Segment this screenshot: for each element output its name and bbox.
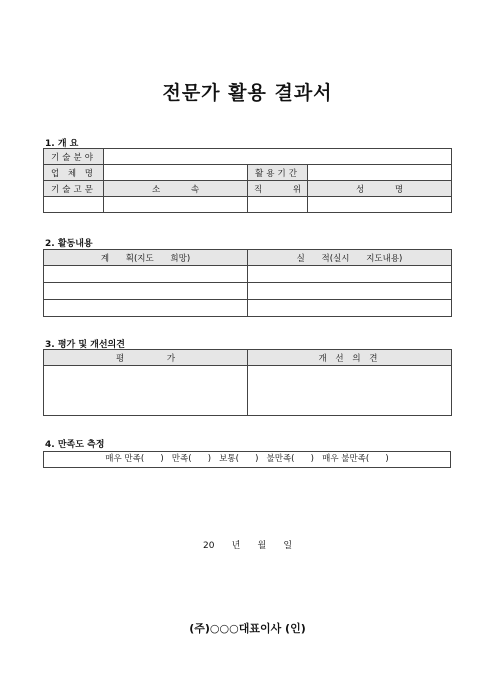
- result-row-cell[interactable]: [248, 283, 452, 300]
- plan-row-cell[interactable]: [44, 266, 248, 283]
- period-label: 활용기간: [248, 165, 308, 181]
- evaluation-header: 평 가: [44, 350, 248, 366]
- evaluation-table: [43, 349, 452, 416]
- section-1-heading: 1. 개 요: [45, 139, 79, 149]
- advisor-label: 기술고문: [44, 181, 104, 197]
- field-value-cell[interactable]: [104, 149, 452, 165]
- document-title: 전문가 활용 결과서: [162, 82, 333, 104]
- name-value-cell[interactable]: [308, 197, 452, 213]
- advisor-blank-cell[interactable]: [44, 197, 104, 213]
- section-2-heading: 2. 활동내용: [45, 239, 93, 249]
- result-row-cell[interactable]: [248, 300, 452, 317]
- name-label: 성 명: [308, 181, 452, 197]
- improvement-cell[interactable]: [248, 366, 452, 416]
- field-label: 기술분야: [44, 149, 104, 165]
- plan-row-cell[interactable]: [44, 283, 248, 300]
- affiliation-label: 소 속: [104, 181, 248, 197]
- affiliation-value-cell[interactable]: [104, 197, 248, 213]
- period-value-cell[interactable]: [308, 165, 452, 181]
- date-line: 20 년 월 일: [202, 541, 293, 551]
- position-label: 직 위: [248, 181, 308, 197]
- satisfaction-options[interactable]: 매우 만족( ) 만족( ) 보통( ) 불만족( ) 매우 불만족( ): [43, 451, 451, 468]
- section-4-heading: 4. 만족도 측정: [45, 440, 105, 450]
- section-3-heading: 3. 평가 및 개선의견: [45, 340, 125, 350]
- result-header: 실 적(실시 지도내용): [248, 250, 452, 266]
- company-value-cell[interactable]: [104, 165, 248, 181]
- evaluation-cell[interactable]: [44, 366, 248, 416]
- overview-table: [43, 148, 452, 213]
- signature-line: (주)○○○대표이사 (인): [189, 622, 306, 635]
- improvement-header: 개 선 의 견: [248, 350, 452, 366]
- result-row-cell[interactable]: [248, 266, 452, 283]
- activity-table: [43, 249, 452, 317]
- plan-header: 계 획(지도 희망): [44, 250, 248, 266]
- plan-row-cell[interactable]: [44, 300, 248, 317]
- position-value-cell[interactable]: [248, 197, 308, 213]
- company-label: 업 체 명: [44, 165, 104, 181]
